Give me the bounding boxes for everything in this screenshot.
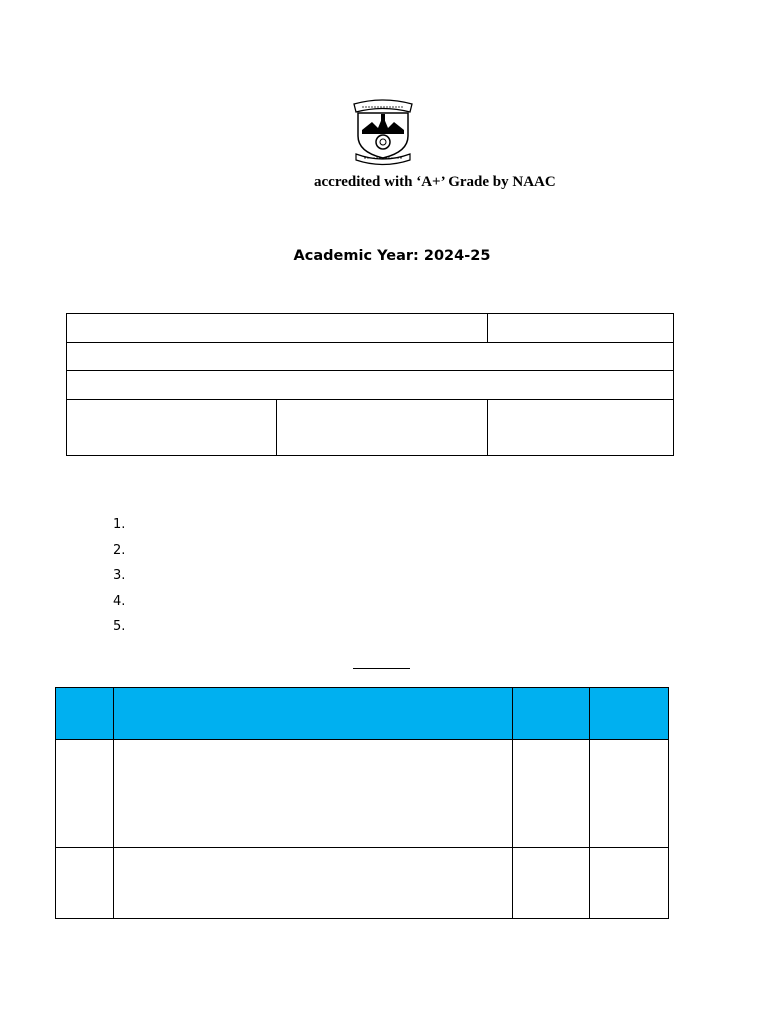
list-item: 3. [113,568,126,583]
table-cell [114,848,513,919]
list-item: 4. [113,593,126,609]
header-cell [114,688,513,740]
accreditation-line: accredited with ‘A+’ Grade by NAAC [314,174,556,190]
header-cell [590,688,669,740]
questions-table [55,687,669,919]
info-row [67,343,674,371]
table-cell [513,740,590,848]
info-cell [488,314,674,343]
section-underline [353,668,410,669]
info-cell [67,371,674,400]
table-cell [513,848,590,919]
table-row [56,740,669,848]
list-item: 1. [113,517,126,532]
table-cell [56,848,114,919]
table-header-row [56,688,669,740]
table-row [56,848,669,919]
table-cell [590,740,669,848]
table-cell [56,740,114,848]
info-row [67,314,674,343]
info-cell [67,314,488,343]
list-item: 2. [113,542,126,558]
college-crest-icon [350,98,416,166]
info-cell [277,400,488,456]
info-cell [488,400,674,456]
info-table [66,313,674,456]
header-cell [56,688,114,740]
info-row [67,400,674,456]
academic-year-heading: Academic Year: 2024-25 [293,248,491,264]
numbered-list [113,516,125,644]
info-cell [67,400,277,456]
table-cell [590,848,669,919]
info-cell [67,343,674,371]
list-item: 5. [113,619,126,634]
header-cell [513,688,590,740]
info-row [67,371,674,400]
table-cell [114,740,513,848]
